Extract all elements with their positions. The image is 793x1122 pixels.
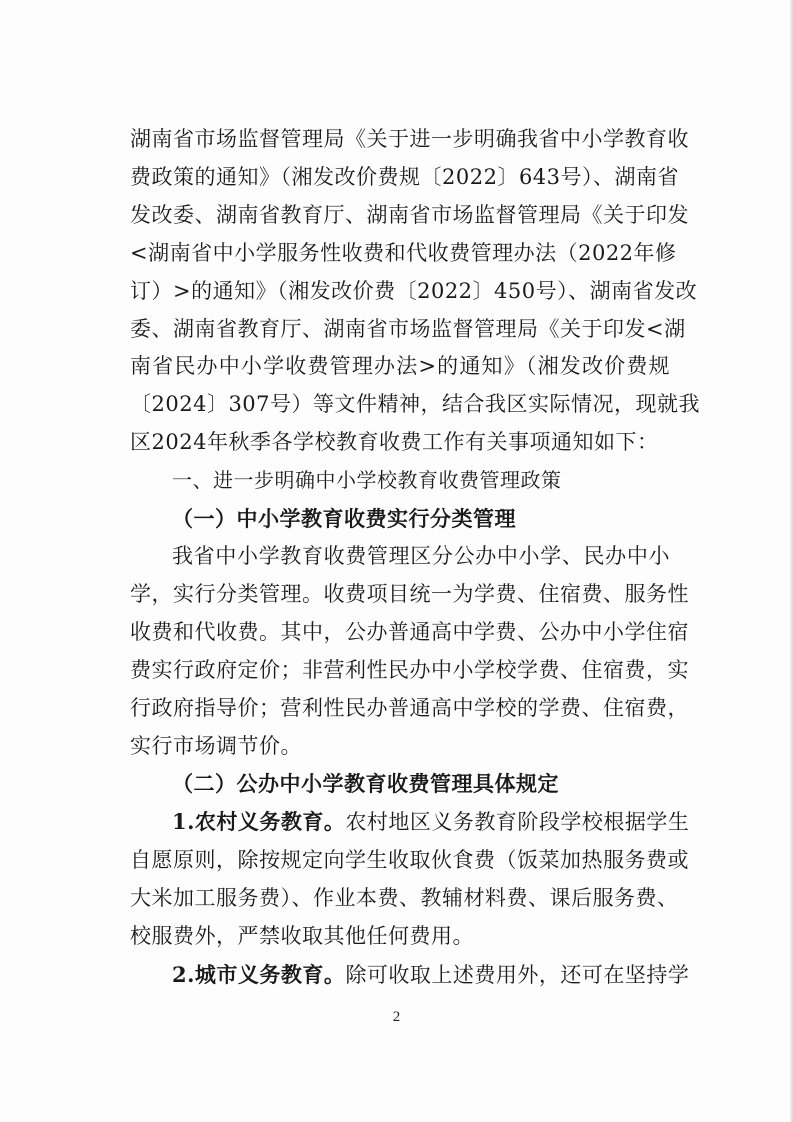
item-line: 校服费外，严禁收取其他任何费用。: [130, 924, 474, 949]
paragraph-line: 行政府指导价；营利性民办普通高中学校的学费、住宿费，: [130, 695, 689, 720]
paragraph-line: 我省中小学教育收费管理区分公办中小学、民办中小: [172, 543, 670, 568]
item-line: [130, 803, 690, 842]
paragraph-line: 学，实行分类管理。收费项目统一为学费、住宿费、服务性: [130, 581, 689, 606]
item-text: 农村地区义务教育阶段学校根据学生: [345, 810, 690, 835]
subsection-heading: （一）中小学教育收费实行分类管理: [172, 506, 516, 532]
body-line: 〔2024〕307号）等文件精神，结合我区实际情况，现就我: [130, 392, 701, 417]
body-line: 湖南省市场监督管理局《关于进一步明确我省中小学教育收: [130, 127, 689, 151]
body-line: 区2024年秋季各学校教育收费工作有关事项通知如下：: [130, 430, 659, 455]
paragraph-line: 收费和代收费。其中，公办普通高中学费、公办中小学住宿: [130, 619, 689, 644]
paragraph-line: 费实行政府定价；非营利性民办中小学校学费、住宿费，实: [130, 657, 689, 682]
page-number: 2: [392, 1009, 401, 1025]
body-line: <湖南省中小学服务性收费和代收费管理办法（2022年修: [130, 240, 677, 265]
item-text: 除可收取上述费用外，还可在坚持学: [345, 962, 690, 987]
body-line: 委、湖南省教育厅、湖南省市场监督管理局《关于印发<湖: [130, 316, 686, 341]
item-title: 2.城市义务教育。: [172, 961, 346, 987]
body-line: 发改委、湖南省教育厅、湖南省市场监督管理局《关于印发: [130, 202, 689, 227]
item-title: 1.农村义务教育。: [172, 809, 346, 835]
document-body: [130, 121, 701, 995]
item-line: 大米加工服务费）、作业本费、教辅材料费、课后服务费、: [130, 886, 679, 911]
body-line: 订）>的通知》（湘发改价费〔2022〕450号）、湖南省发改: [130, 278, 698, 303]
subsection-heading: （二）公办中小学教育收费管理具体规定: [172, 771, 559, 797]
section-heading: 一、进一步明确中小学校教育收费管理政策: [172, 468, 562, 493]
body-line: 南省民办中小学收费管理办法>的通知》（湘发改价费规: [130, 354, 670, 379]
item-line: 自愿原则，除按规定向学生收取伙食费（饭菜加热服务费或: [130, 848, 689, 873]
paragraph-line: 实行市场调节价。: [130, 733, 302, 758]
body-line: 费政策的通知》（湘发改价费规〔2022〕643号）、湖南省: [130, 164, 680, 189]
item-line: [130, 956, 690, 995]
